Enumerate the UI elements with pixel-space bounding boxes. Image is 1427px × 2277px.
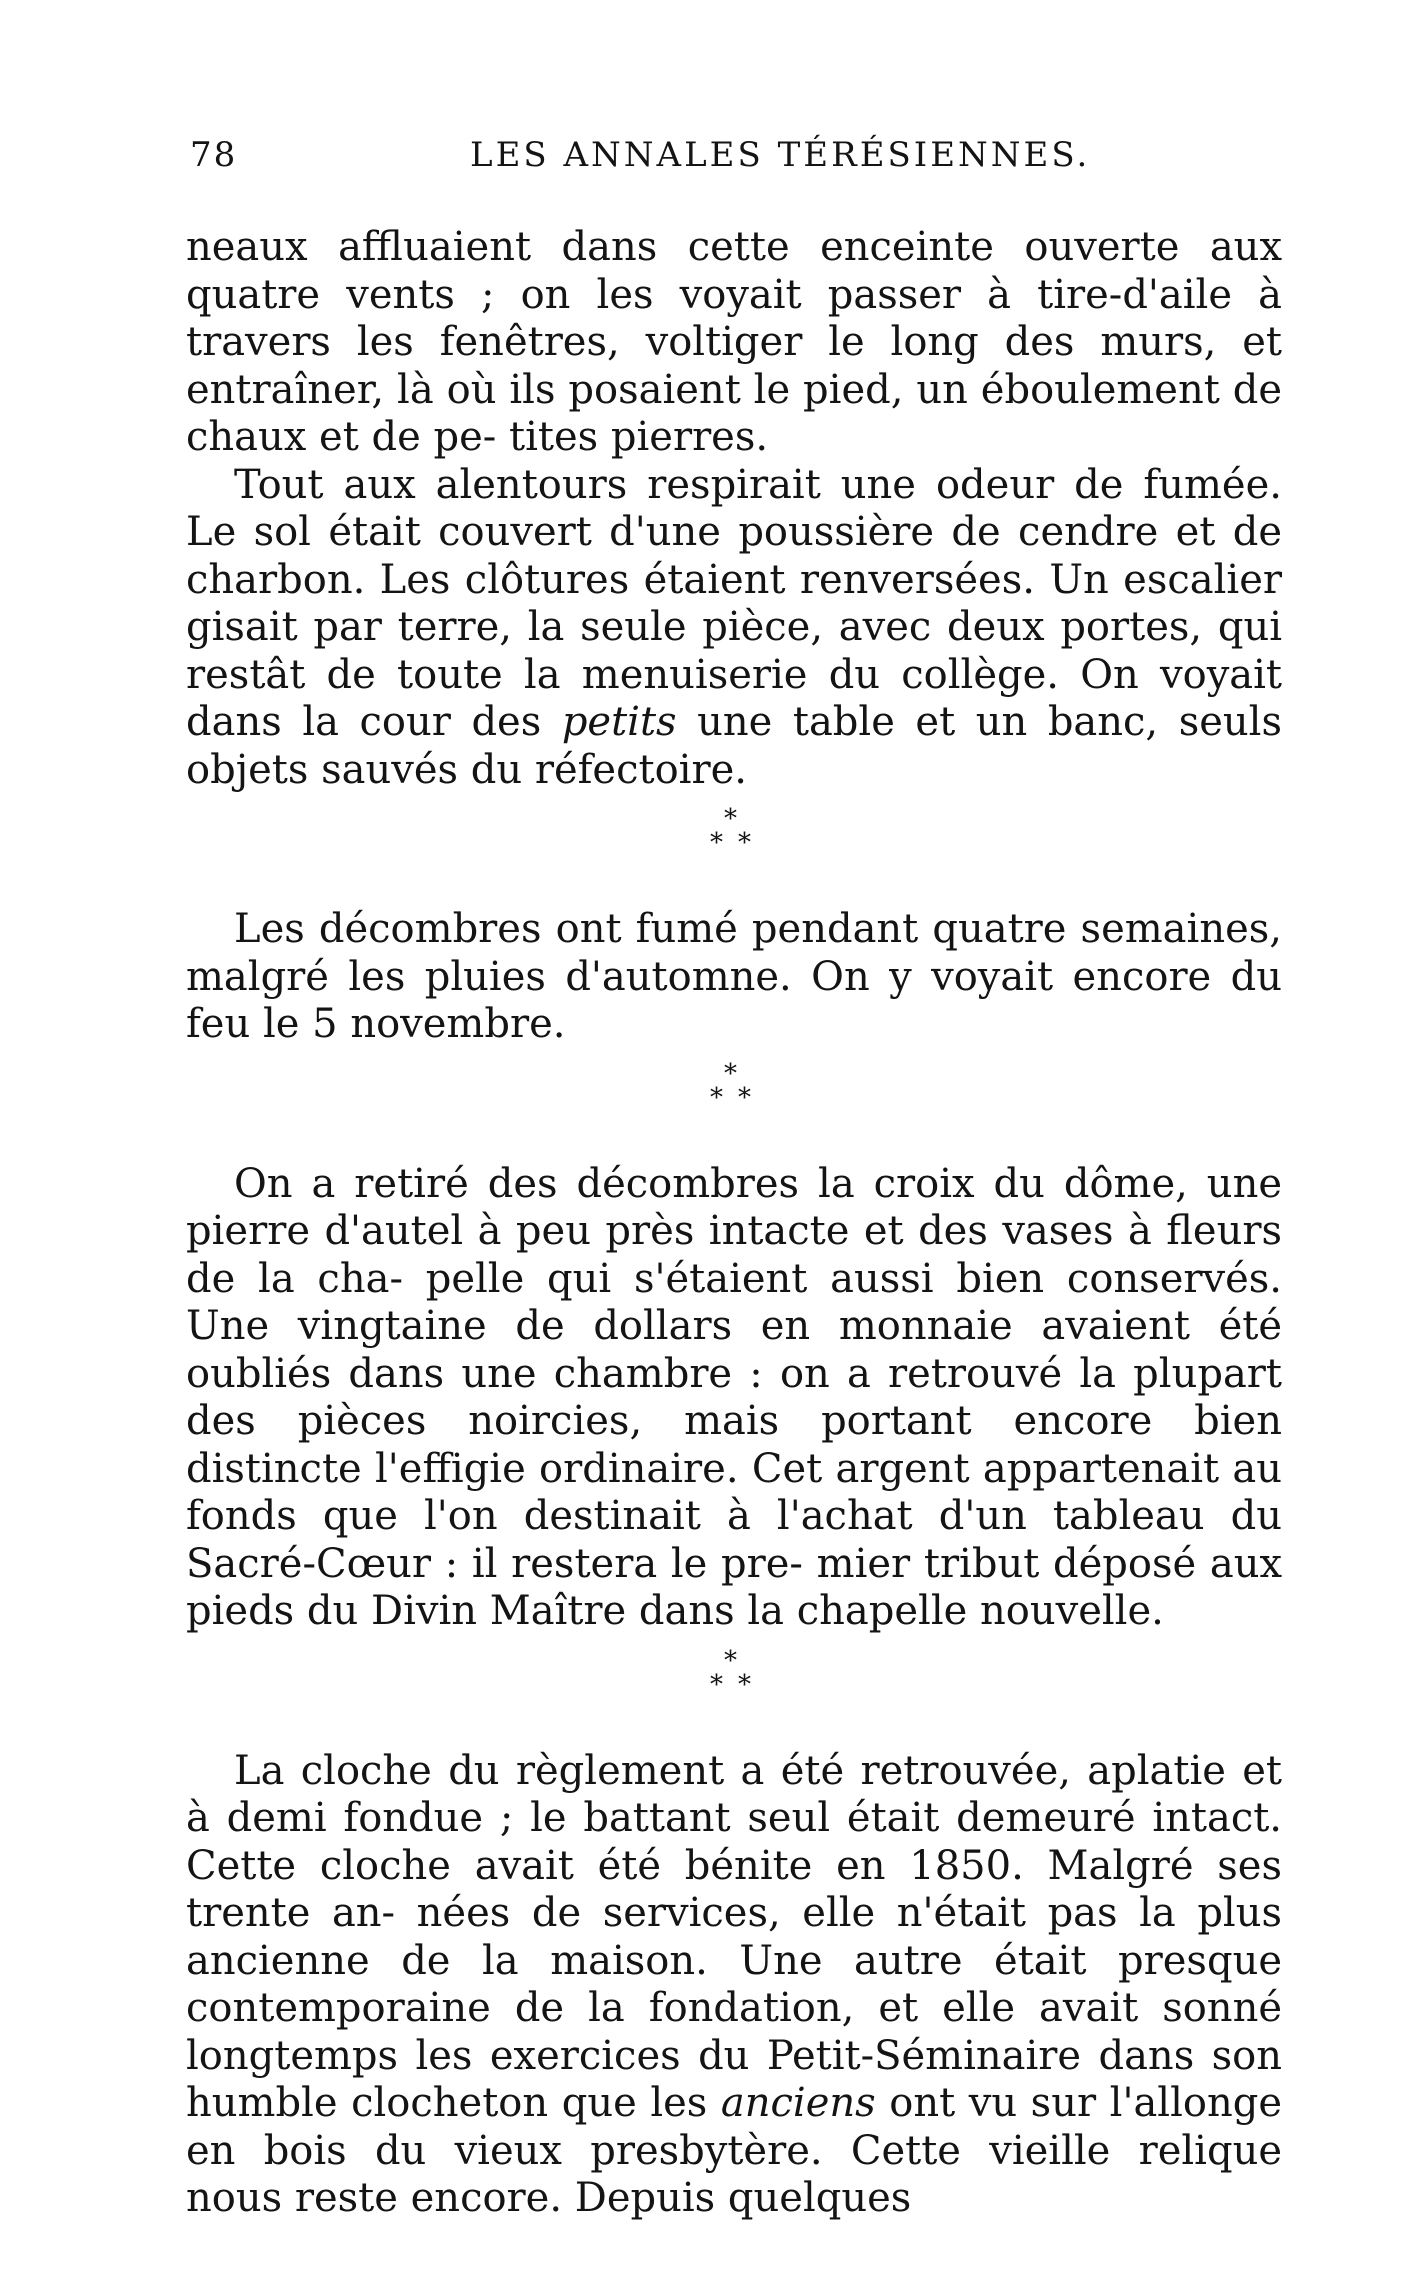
text-line: mier tribut déposé aux pieds du Divin Maître dans la bbox=[186, 1540, 1283, 1634]
text-line: une table et un banc, seuls objets bbox=[186, 699, 1282, 793]
text-line: Le sol était couvert d'une poussière de cendre et de bbox=[186, 509, 1282, 555]
asterisk: * bbox=[724, 1645, 737, 1676]
text-line: d'autel à peu près intacte et des vases à fleurs de la cha- bbox=[186, 1208, 1282, 1302]
text-line: la cour des bbox=[302, 699, 562, 745]
text-line: Tout aux alentours respirait une odeur de fumée. bbox=[234, 461, 1282, 508]
text-line: cloche avait été bénite en 1850. Malgré ses trente an- bbox=[186, 1842, 1282, 1936]
text-line: fondation, et elle avait sonné longtemps les exercices bbox=[186, 1985, 1283, 2079]
asterisk: * bbox=[710, 828, 723, 858]
asterisk: * bbox=[710, 1082, 723, 1113]
text-line: Cette vieille relique nous reste encore. Depuis quelques bbox=[186, 2127, 1283, 2221]
text-line: chapelle nouvelle. bbox=[796, 1588, 1164, 1634]
text-line: ils posaient le pied, un éboulement de chaux et de pe- bbox=[186, 366, 1282, 460]
asterisk: * bbox=[724, 1058, 737, 1089]
text-line: Les décombres ont fumé pendant quatre semaines, bbox=[234, 906, 1282, 952]
text-line: On a retiré des décombres la croix du dôme, une pierre bbox=[186, 1160, 1282, 1254]
asterisk: * bbox=[738, 1082, 751, 1113]
paragraph-2 bbox=[186, 462, 1282, 795]
body-text bbox=[186, 224, 1282, 2223]
page-number: 78 bbox=[190, 135, 238, 175]
text-line: charbon. Les clôtures étaient renversées. Un escalier bbox=[186, 556, 1282, 603]
asterisk: * bbox=[710, 1669, 723, 1700]
text-line: malgré les pluies d'automne. On y voyait encore du feu bbox=[186, 953, 1282, 1047]
asterisk: * bbox=[724, 804, 737, 834]
text-line: du Petit-Séminaire dans son humble clocheton que les bbox=[186, 2032, 1282, 2126]
text-line: pelle qui s'étaient aussi bien conservés. Une vingtaine bbox=[186, 1255, 1283, 1349]
text-line: mais portant encore bien distincte l'effigie ordinaire. bbox=[186, 1398, 1282, 1492]
text-line: sauvés du réfectoire. bbox=[321, 746, 747, 793]
asterism-separator bbox=[704, 1645, 764, 1708]
text-line: tites pierres. bbox=[509, 414, 769, 460]
asterisk: * bbox=[738, 828, 751, 858]
page-header bbox=[190, 135, 1270, 185]
text-line: restât de toute la menuiserie du collège. On voyait dans bbox=[186, 651, 1282, 745]
asterism-separator bbox=[704, 806, 764, 866]
text-line: de dollars en monnaie avaient été oubliés dans une bbox=[186, 1303, 1283, 1397]
text-line: La cloche du règlement a été retrouvée, aplatie et à bbox=[186, 1747, 1282, 1841]
text-line: l'achat d'un tableau du Sacré-Cœur : il restera le pre- bbox=[186, 1493, 1282, 1587]
text-line: ont vu sur l'allonge en bois du vieux presbytère. bbox=[186, 2080, 1283, 2174]
text-line: vents ; on les voyait passer à tire-d'aile à travers les bbox=[186, 271, 1282, 365]
paragraph-4 bbox=[186, 1161, 1282, 1636]
text-line: Cet argent appartenait au fonds que l'on destinait à bbox=[186, 1445, 1283, 1539]
text-line: fenêtres, voltiger le long des murs, et entraîner, là où bbox=[186, 319, 1282, 413]
text-line: demi fondue ; le battant seul était demeuré intact. Cette bbox=[186, 1795, 1283, 1889]
paragraph-1 bbox=[186, 224, 1282, 462]
text-line: neaux affluaient dans cette enceinte ouverte aux quatre bbox=[186, 224, 1282, 318]
paragraph-5 bbox=[186, 1748, 1282, 2223]
text-line: gisait par terre, la seule pièce, avec deux portes, qui bbox=[186, 604, 1282, 650]
asterisk: * bbox=[738, 1669, 751, 1700]
text-line: maison. Une autre était presque contemporaine de la bbox=[186, 1937, 1282, 2031]
text-line: chambre : on a retrouvé la plupart des pièces noircies, bbox=[186, 1350, 1282, 1444]
asterism-separator bbox=[704, 1058, 764, 1121]
italic-word: petits bbox=[561, 699, 677, 745]
text-line: nées de services, elle n'était pas la plus ancienne de la bbox=[186, 1890, 1283, 1984]
italic-word: anciens bbox=[720, 2080, 876, 2126]
running-title: LES ANNALES TÉRÉSIENNES. bbox=[470, 135, 1091, 175]
paragraph-3 bbox=[186, 906, 1282, 1049]
text-line: le 5 novembre. bbox=[262, 1001, 566, 1047]
